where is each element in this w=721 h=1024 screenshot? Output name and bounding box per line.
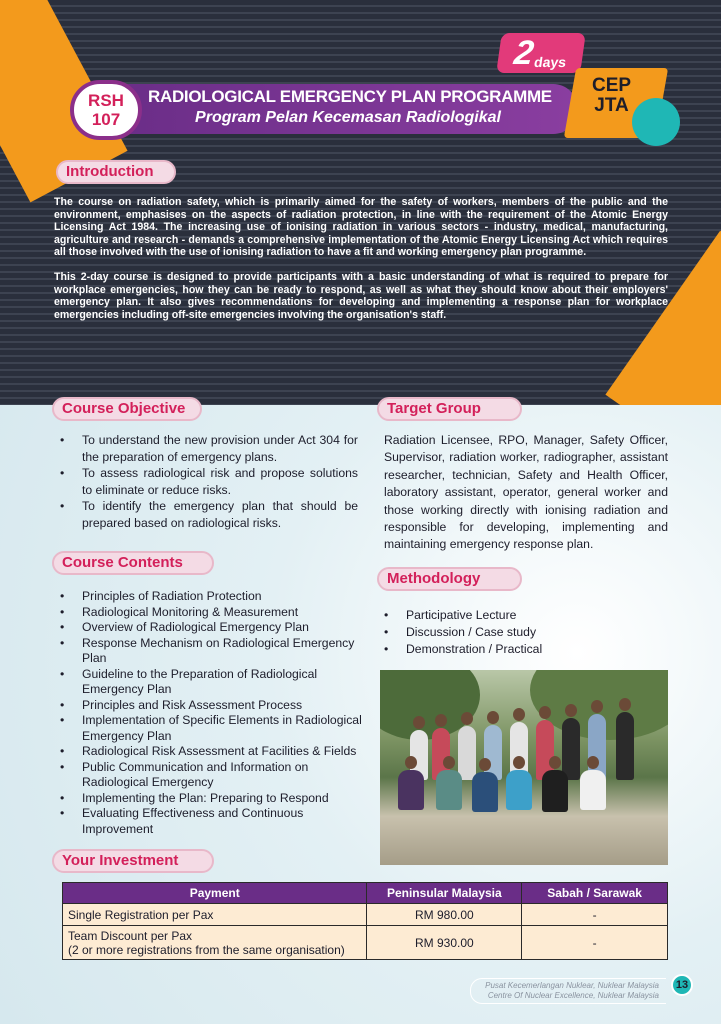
list-item: • Radiological Monitoring & Measurement [58, 605, 373, 621]
introduction-paragraph: The course on radiation safety, which is primarily aimed for the safety of workers, members of the public and the environment, emphasises on the aspects of radiation protection, in line with the requirement of the Atomic Energy Licensing Act 1984. The increasing use of ionising radiation in various sectors - industry, medical, manufacturing, agriculture and research - demands a comprehensive implementation of the Atomic Energy Licensing Act which requires all those involved with the use of ionising radiation to have a fit and working emergency plan programme. [54, 196, 668, 259]
methodology-heading: Methodology [377, 567, 522, 591]
person-head [619, 698, 631, 711]
person-head [565, 704, 577, 717]
list-item: • Implementation of Specific Elements in Radiological Emergency Plan [58, 713, 373, 744]
page-number: 13 [671, 974, 693, 996]
page-subtitle: Program Pelan Kecemasan Radiologikal [195, 109, 501, 126]
list-item: • Discussion / Case study [382, 624, 672, 641]
investment-heading: Your Investment [52, 849, 214, 873]
list-item: • To identify the emergency plan that should be prepared based on radiological risks. [58, 498, 358, 531]
sabah-price-cell: - [522, 904, 668, 926]
person [436, 770, 462, 810]
table-row [63, 926, 668, 960]
footer-line: Pusat Kecemerlangan Nuklear, Nuklear Malaysia [485, 981, 659, 990]
person-head [591, 700, 603, 713]
list-item: • Radiological Risk Assessment at Facilities & Fields [58, 744, 373, 760]
objective-heading: Course Objective [52, 397, 202, 421]
person-head [487, 711, 499, 724]
introduction-heading: Introduction [56, 160, 176, 184]
person [458, 726, 476, 780]
list-item: • Demonstration / Practical [382, 641, 672, 658]
contents-list [58, 589, 373, 837]
person [580, 770, 606, 810]
person-head [549, 756, 561, 769]
list-item: • Public Communication and Information on Radiological Emergency [58, 760, 373, 791]
person-head [435, 714, 447, 727]
person-head [413, 716, 425, 729]
course-code-badge [70, 80, 142, 140]
peninsular-price-cell: RM 930.00 [367, 926, 522, 960]
contents-heading: Course Contents [52, 551, 214, 575]
person-head [479, 758, 491, 771]
target-heading: Target Group [377, 397, 522, 421]
footer-line: Centre Of Nuclear Excellence, Nuklear Malaysia [487, 991, 659, 1000]
introduction-text [54, 196, 668, 333]
person [562, 718, 580, 780]
person [472, 772, 498, 812]
list-item: • Participative Lecture [382, 607, 672, 624]
person-head [539, 706, 551, 719]
person [616, 712, 634, 780]
payment-label: Team Discount per Pax [68, 928, 193, 943]
group-photo [380, 670, 668, 865]
column-header: Payment [63, 883, 367, 904]
list-item: • Overview of Radiological Emergency Plan [58, 620, 373, 636]
target-text: Radiation Licensee, RPO, Manager, Safety Officer, Supervisor, radiation worker, radiographer, assistant researcher, technician, Safety and Health Officer, laboratory assistant, operator, general worker and those working directly with ionising radiation and responsible for developing, implementing and maintaining emergency response plan. [384, 433, 668, 552]
footer-text [485, 981, 659, 1001]
badge-text [592, 76, 631, 116]
person [398, 770, 424, 810]
list-item: • Implementing the Plan: Preparing to Respond [58, 791, 373, 807]
duration-unit: days [533, 54, 568, 70]
person-head [587, 756, 599, 769]
payment-cell [63, 926, 367, 960]
badge-line1: CEP [592, 75, 632, 96]
list-item: • To assess radiological risk and propose solutions to eliminate or reduce risks. [58, 465, 358, 498]
list-item: • Principles and Risk Assessment Process [58, 698, 373, 714]
duration-number: 2 [511, 34, 537, 72]
duration-badge [496, 33, 586, 73]
sabah-price-cell: - [522, 926, 668, 960]
objective-list [58, 432, 358, 531]
course-code-prefix: RSH [88, 91, 124, 110]
person [542, 770, 568, 812]
methodology-list [382, 607, 672, 658]
list-item: • To understand the new provision under Act 304 for the preparation of emergency plans. [58, 432, 358, 465]
badge-circle [632, 98, 680, 146]
list-item: • Response Mechanism on Radiological Emergency Plan [58, 636, 373, 667]
column-header: Sabah / Sarawak [522, 883, 668, 904]
cep-jta-badge [570, 68, 690, 146]
payment-note: (2 or more registrations from the same organisation) [68, 942, 345, 957]
person-head [443, 756, 455, 769]
investment-table [62, 882, 668, 960]
title-bar [108, 84, 578, 134]
person-head [513, 756, 525, 769]
payment-cell: Single Registration per Pax [63, 904, 367, 926]
person [506, 770, 532, 810]
page-title: RADIOLOGICAL EMERGENCY PLAN PROGRAMME [148, 87, 552, 106]
table-header-row [63, 883, 668, 904]
badge-line2: JTA [594, 95, 629, 116]
column-header: Peninsular Malaysia [367, 883, 522, 904]
person-head [513, 708, 525, 721]
peninsular-price-cell: RM 980.00 [367, 904, 522, 926]
course-code-number: 107 [91, 110, 121, 129]
person-head [461, 712, 473, 725]
list-item: • Principles of Radiation Protection [58, 589, 373, 605]
person-head [405, 756, 417, 769]
introduction-paragraph: This 2-day course is designed to provide participants with a basic understanding of what is required to prepare for workplace emergencies, how they can be ready to respond, as well as what they should know about their employers' emergency plan. It also gives recommendations for developing and implementing a response plan for workplace emergencies including off-site emergencies involving the organisation's staff. [54, 270, 668, 321]
list-item: • Guideline to the Preparation of Radiological Emergency Plan [58, 667, 373, 698]
table-row [63, 904, 668, 926]
list-item: • Evaluating Effectiveness and Continuous Improvement [58, 806, 373, 837]
